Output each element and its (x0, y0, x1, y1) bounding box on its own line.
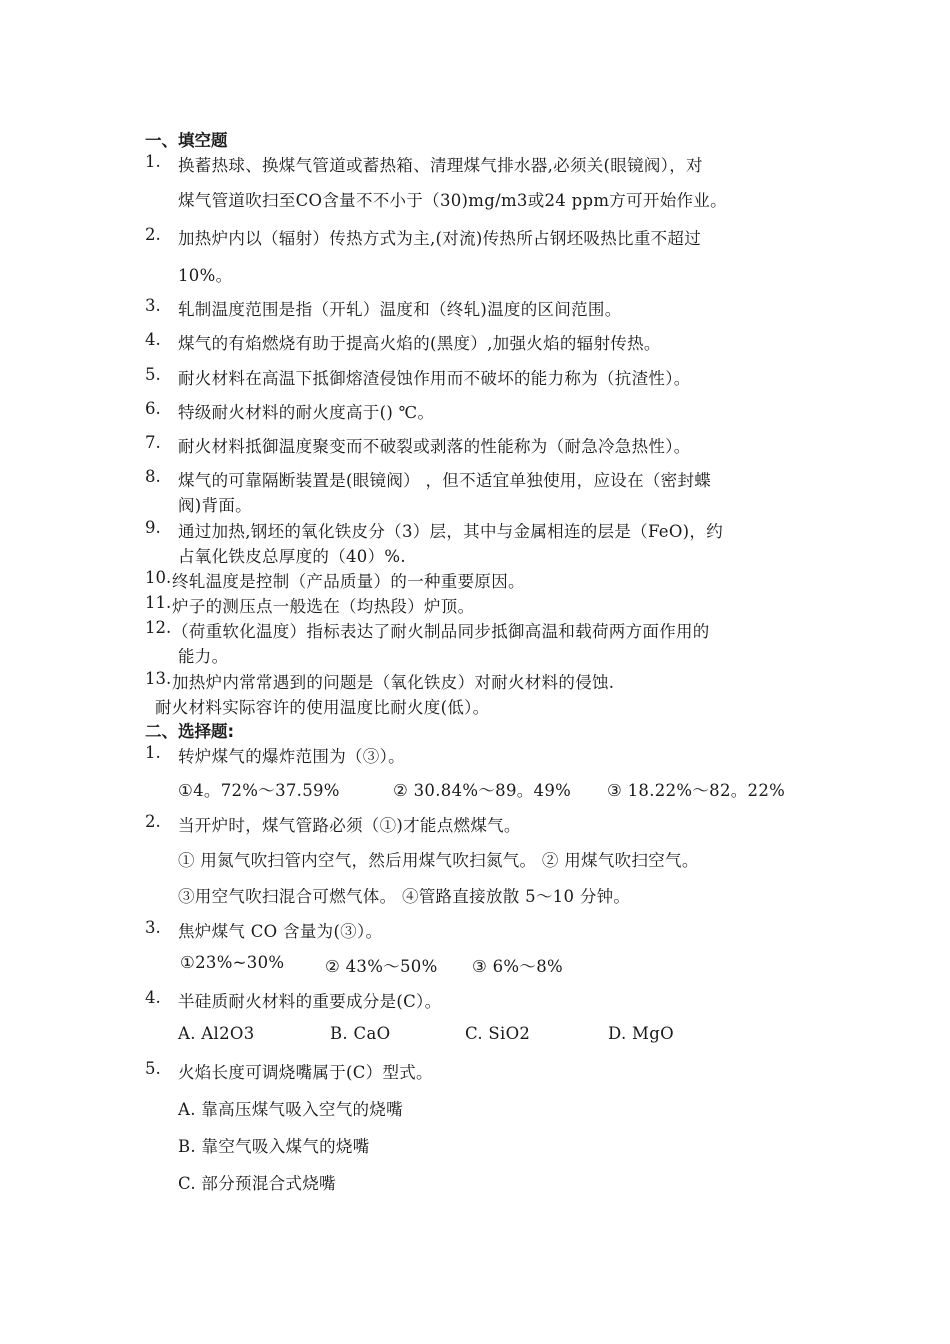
item-number: 4. (145, 330, 161, 349)
section2-title: 二、选择题: (145, 722, 235, 741)
item-text: 耐火材料在高温下抵御熔渣侵蚀作用而不破坏的能力称为（抗渣性）。 (178, 369, 691, 388)
item-number: 6. (145, 399, 161, 418)
option: ③ 18.22%～82。22% (607, 781, 786, 800)
item-text: 加热炉内以（辐射）传热方式为主,(对流)传热所占钢坯吸热比重不超过 (178, 229, 702, 248)
question-text: 当开炉时，煤气管路必须（①)才能点燃煤气。 (178, 816, 521, 835)
item-number: 12. (145, 618, 172, 637)
option: A. Al2O3 (178, 1024, 255, 1043)
item-number: 8. (145, 467, 161, 486)
question-text: 焦炉煤气 CO 含量为(③）。 (178, 922, 383, 941)
item-number: 11. (145, 593, 172, 612)
option: D. MgO (608, 1024, 674, 1043)
item-text: 煤气的可靠隔断装置是(眼镜阀） ，但不适宜单独使用，应设在（密封蝶 (178, 471, 712, 490)
question-number: 1. (145, 743, 161, 762)
option-line: ③用空气吹扫混合可燃气体。 ④管路直接放散 5～10 分钟。 (178, 887, 631, 906)
option: C. 部分预混合式烧嘴 (178, 1174, 336, 1193)
item-number: 3. (145, 296, 161, 315)
item-text: 加热炉内常常遇到的问题是（氧化铁皮）对耐火材料的侵蚀. (172, 673, 615, 692)
option: ①23%~30% (180, 953, 285, 972)
section1-title: 一、填空题 (145, 131, 228, 150)
item-text: （荷重软化温度）指标表达了耐火制品同步抵御高温和载荷两方面作用的 (172, 622, 710, 641)
item-number: 5. (145, 365, 161, 384)
item-text: 通过加热,钢坯的氧化铁皮分（3）层，其中与金属相连的层是（FeO)，约 (178, 522, 724, 541)
item-text: 终轧温度是控制（产品质量）的一种重要原因。 (172, 572, 525, 591)
option: A. 靠高压煤气吸入空气的烧嘴 (178, 1100, 403, 1119)
extra-text: 耐火材料实际容许的使用温度比耐火度(低）。 (155, 698, 490, 717)
item-number: 2. (145, 225, 161, 244)
question-text: 转炉煤气的爆炸范围为（③）。 (178, 747, 405, 766)
item-text: 10%。 (178, 266, 233, 285)
option: B. CaO (330, 1024, 391, 1043)
item-number: 1. (145, 152, 161, 171)
item-text: 炉子的测压点一般选在（均热段）炉顶。 (172, 597, 475, 616)
option-line: ① 用氮气吹扫管内空气，然后用煤气吹扫氮气。 ② 用煤气吹扫空气。 (178, 851, 699, 870)
option: C. SiO2 (465, 1024, 531, 1043)
item-number: 9. (145, 518, 161, 537)
item-number: 13. (145, 669, 172, 688)
item-text: 阀)背面。 (178, 496, 252, 515)
option: ② 43%～50% (325, 957, 438, 976)
option: ② 30.84%～89。49% (393, 781, 572, 800)
item-text: 换蓄热球、换煤气管道或蓄热箱、清理煤气排水器,必须关(眼镜阀），对 (178, 156, 703, 175)
item-text: 煤气的有焰燃烧有助于提高火焰的(黑度）,加强火焰的辐射传热。 (178, 334, 661, 353)
option: B. 靠空气吸入煤气的烧嘴 (178, 1137, 370, 1156)
question-text: 半硅质耐火材料的重要成分是(C）。 (178, 992, 442, 1011)
item-number: 7. (145, 433, 161, 452)
question-number: 3. (145, 918, 161, 937)
option: ③ 6%～8% (472, 957, 563, 976)
question-number: 2. (145, 812, 161, 831)
question-text: 火焰长度可调烧嘴属于(C）型式。 (178, 1063, 433, 1082)
item-text: 占氧化铁皮总厚度的（40）%. (178, 547, 406, 566)
item-text: 轧制温度范围是指（开轧）温度和（终轧)温度的区间范围。 (178, 300, 622, 319)
question-number: 5. (145, 1059, 161, 1078)
question-number: 4. (145, 988, 161, 1007)
option: ①4。72%～37.59% (178, 781, 340, 800)
item-text: 特级耐火材料的耐火度高于() ℃。 (178, 403, 435, 422)
item-text: 能力。 (178, 647, 229, 666)
item-text: 耐火材料抵御温度聚变而不破裂或剥落的性能称为（耐急冷急热性）。 (178, 437, 691, 456)
item-number: 10. (145, 568, 172, 587)
item-text: 煤气管道吹扫至CO含量不不小于（30)mg/m3或24 ppm方可开始作业。 (178, 191, 727, 210)
